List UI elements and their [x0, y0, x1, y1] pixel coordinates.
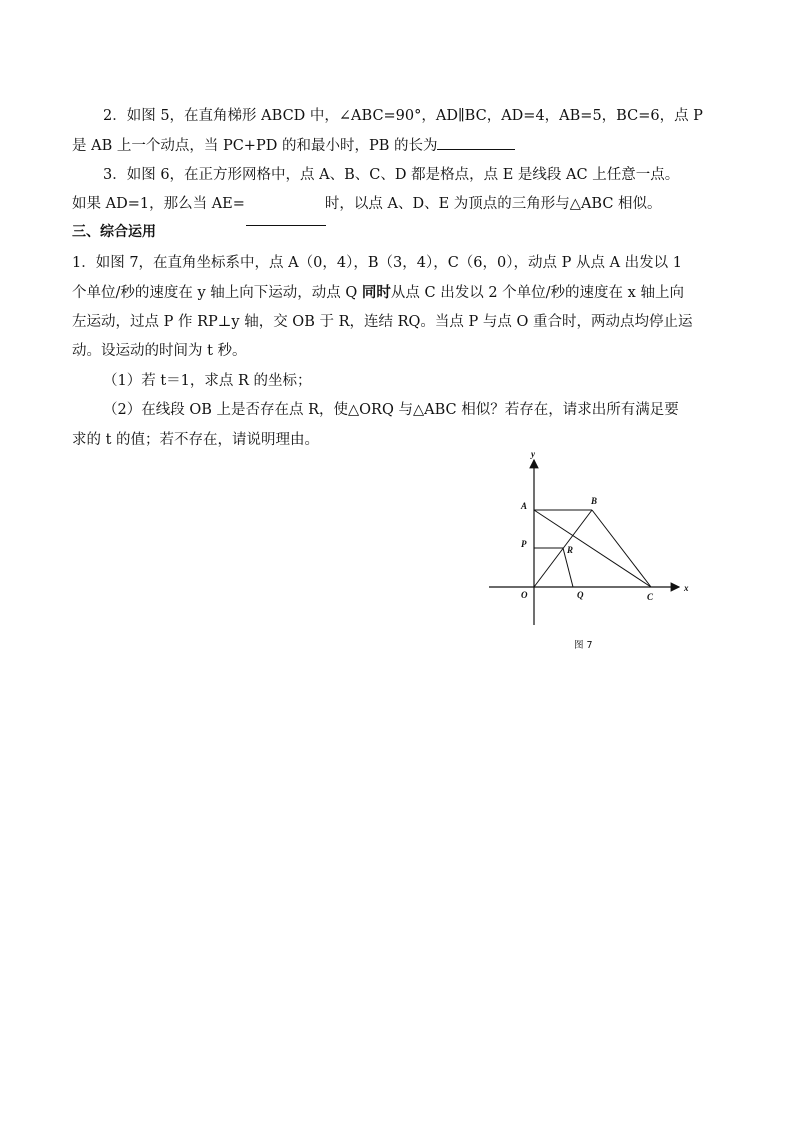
- label-r: R: [567, 545, 574, 555]
- label-o: O: [521, 590, 528, 600]
- label-p: P: [521, 539, 527, 549]
- p1-sub2b: 求的 t 的值；若不存在，请说明理由。: [72, 432, 320, 448]
- p1-sub2a: （2）在线段 OB 上是否存在点 R，使△ORQ 与△ABC 相似？若存在，请求出所有满足要: [103, 402, 679, 418]
- label-q: Q: [577, 590, 584, 600]
- p1-sub1: （1）若 t＝1，求点 R 的坐标；: [103, 373, 312, 389]
- p1-line3: 左运动，过点 P 作 RP⊥y 轴，交 OB 于 R，连结 RQ。当点 P 与点 O 重合时，两动点均停止运: [72, 314, 693, 330]
- q3-line1: 3．如图 6，在正方形网格中，点 A、B、C、D 都是格点，点 E 是线段 AC 上任意一点。: [103, 167, 680, 183]
- p1-line4: 动。设运动的时间为 t 秒。: [72, 343, 247, 359]
- p1-line1: 1．如图 7，在直角坐标系中，点 A（0，4），B（3，4），C（6，0），动点 P 从点 A 出发以 1: [72, 255, 682, 271]
- q2-line1: 2．如图 5，在直角梯形 ABCD 中，∠ABC=90°，AD∥BC，AD=4，AB=5，BC=6，点 P: [103, 108, 703, 124]
- figure7-caption: 图 7: [574, 640, 593, 651]
- q2-line2-text: 是 AB 上一个动点，当 PC+PD 的和最小时，PB 的长为: [72, 138, 438, 154]
- label-b: B: [591, 496, 598, 506]
- section-heading: 三、综合运用: [72, 224, 156, 240]
- label-a: A: [521, 501, 528, 511]
- p1-line2-bold: 同时: [361, 285, 391, 301]
- segment-bc: [592, 510, 651, 587]
- q3-line2-b: 时，以点 A、D、E 为顶点的三角形与△ABC 相似。: [324, 196, 662, 212]
- label-c: C: [647, 592, 654, 602]
- p1-line2-b: 从点 C 出发以 2 个单位/秒的速度在 x 轴上向: [390, 285, 684, 301]
- q3-line2-a: 如果 AD=1，那么当 AE=: [72, 196, 245, 212]
- label-x: x: [684, 583, 689, 593]
- label-y: y: [531, 449, 535, 459]
- p1-line2-a: 个单位/秒的速度在 y 轴上向下运动，动点 Q: [72, 285, 362, 301]
